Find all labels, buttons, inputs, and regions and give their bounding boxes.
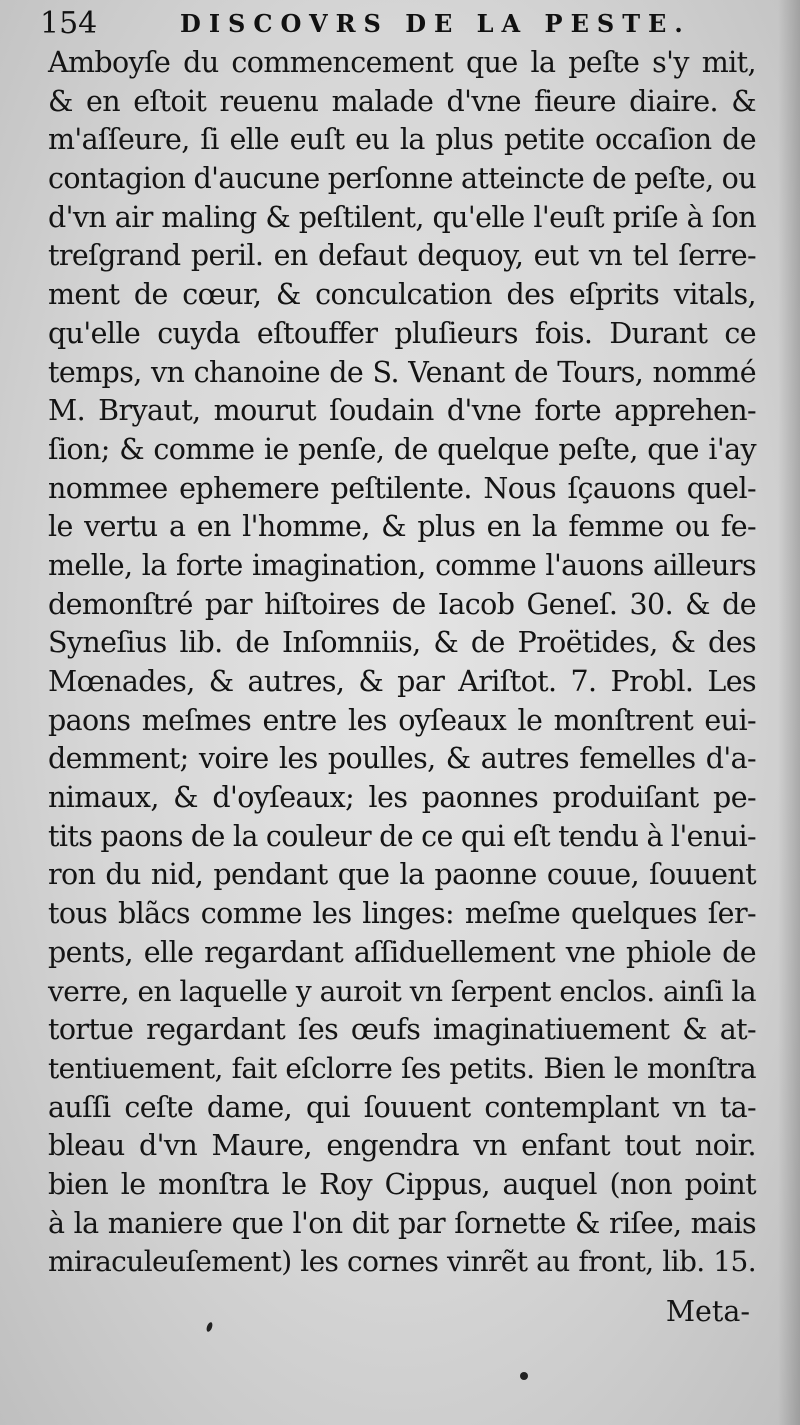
text-line: bleau d'vn Maure, engendra vn enfant tout noir.	[48, 1129, 756, 1163]
text-line: le vertu a en l'homme, & plus en la femme ou fe-	[48, 510, 756, 544]
text-line: melle, la forte imagination, comme l'auons ailleurs	[48, 548, 756, 582]
text-line: temps, vn chanoine de S. Venant de Tours, nommé	[48, 355, 756, 389]
text-line: nommee ephemere peſtilente. Nous ſçauons quel-	[48, 471, 756, 505]
text-line: nimaux, & d'oyſeaux; les paonnes produiſant pe-	[48, 781, 756, 815]
text-line: tits paons de la couleur de ce qui eſt tendu à l'enui-	[48, 819, 756, 853]
ink-spot	[205, 1321, 213, 1332]
body-text	[48, 44, 756, 1282]
text-line: Syneſius lib. de Inſomniis, & de Proëtides, & des	[48, 626, 756, 660]
text-line: bien le monſtra le Roy Cippus, auquel (non point	[48, 1167, 756, 1201]
catchword: Meta-	[665, 1295, 750, 1328]
text-line: auſſi ceſte dame, qui ſouuent contemplant vn ta-	[48, 1090, 756, 1124]
page-header	[40, 4, 760, 48]
text-line: d'vn air maling & peſtilent, qu'elle l'euſt priſe à ſon	[48, 200, 756, 234]
text-line: demonſtré par hiſtoires de Iacob Geneſ. 30. & de	[48, 587, 756, 621]
text-line: Amboyſe du commencement que la peſte s'y mit,	[48, 46, 756, 79]
text-line: ſion; & comme ie penſe, de quelque peſte, que i'ay	[48, 432, 756, 466]
text-line: pents, elle regardant aſſiduellement vne phiole de	[48, 935, 756, 969]
text-line: ron du nid, pendant que la paonne couue, ſouuent	[48, 858, 756, 892]
text-line: paons meſmes entre les oyſeaux le monſtrent eui-	[48, 703, 756, 737]
page-edge-shadow	[778, 0, 800, 1425]
text-line: contagion d'aucune perſonne atteincte de peſte, ou	[48, 162, 756, 196]
running-head: DISCOVRS DE LA PESTE.	[180, 9, 691, 38]
text-line: tentiuement, fait eſclorre ſes petits. Bien le monſtra	[48, 1051, 756, 1085]
text-line: treſgrand peril. en defaut dequoy, eut vn tel ſerre-	[48, 239, 756, 273]
text-line: tortue regardant ſes œufs imaginatiuement & at-	[48, 1013, 756, 1047]
page-number: 154	[40, 6, 98, 41]
ink-spot	[520, 1372, 528, 1380]
text-line: tous blãcs comme les linges: meſme quelques ſer-	[48, 897, 756, 931]
text-line: à la maniere que l'on dit par ſornette & riſee, mais	[48, 1206, 756, 1240]
text-line: M. Bryaut, mourut ſoudain d'vne forte apprehen-	[48, 394, 756, 428]
text-line: demment; voire les poulles, & autres femelles d'a-	[48, 742, 756, 776]
text-line: m'aſſeure, ſi elle euſt eu la plus petite occaſion de	[48, 123, 756, 157]
text-line: Mœnades, & autres, & par Ariſtot. 7. Probl. Les	[48, 665, 756, 698]
text-line: verre, en laquelle y auroit vn ſerpent enclos. ainſi la	[48, 974, 756, 1008]
text-line: ment de cœur, & conculcation des eſprits vitals,	[48, 278, 756, 312]
text-line: qu'elle cuyda eſtouffer pluſieurs fois. Durant ce	[48, 316, 756, 350]
text-line: miraculeuſement) les cornes vinrẽt au front, lib. 15.	[48, 1245, 756, 1279]
text-line: & en eſtoit reuenu malade d'vne fieure diaire. &	[48, 84, 756, 118]
